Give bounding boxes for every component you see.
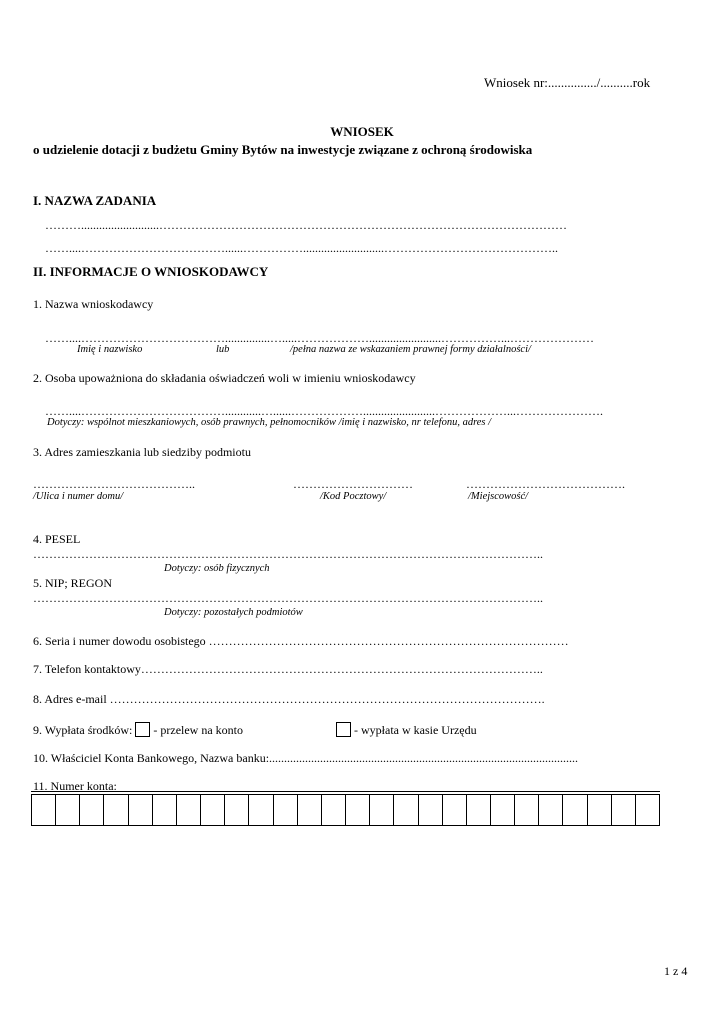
account-digit-box[interactable] bbox=[588, 795, 612, 825]
pesel-hint: Dotyczy: osób fizycznych bbox=[164, 563, 270, 574]
account-digit-box[interactable] bbox=[274, 795, 298, 825]
cash-option-label: - wypłata w kasie Urzędu bbox=[354, 723, 477, 737]
address-label: 3. Adres zamieszkania lub siedziby podmiotu bbox=[33, 445, 251, 459]
payment-method-label: 9. Wypłata środków: bbox=[33, 723, 133, 737]
page-number: 1 z 4 bbox=[664, 964, 688, 978]
account-digit-box[interactable] bbox=[153, 795, 177, 825]
pesel-label: 4. PESEL bbox=[33, 532, 81, 546]
transfer-option-label: - przelew na konto bbox=[153, 723, 244, 737]
document-title: WNIOSEK bbox=[330, 124, 394, 139]
hint-street: /Ulica i numer domu/ bbox=[33, 491, 124, 502]
bank-owner-field[interactable]: 10. Właściciel Konta Bankowego, Nazwa banku:....................................................................................................... bbox=[33, 751, 579, 765]
task-name-line-1[interactable]: ………..........................………………………………………………………………………………………… bbox=[45, 218, 567, 232]
account-number-label: 11. Numer konta: bbox=[33, 779, 117, 793]
account-digit-box[interactable] bbox=[80, 795, 104, 825]
id-card-field[interactable]: 6. Seria i numer dowodu osobistego ……………………………………………………………………………… bbox=[33, 634, 569, 648]
city-line[interactable]: …………………………………. bbox=[466, 477, 625, 491]
account-digit-box[interactable] bbox=[612, 795, 636, 825]
account-digit-box[interactable] bbox=[177, 795, 201, 825]
account-digit-box[interactable] bbox=[322, 795, 346, 825]
street-line[interactable]: ………………………………….. bbox=[33, 477, 195, 491]
account-digit-box[interactable] bbox=[249, 795, 273, 825]
hint-city: /Miejscowość/ bbox=[468, 491, 529, 502]
application-number: Wniosek nr:.............../..........rok bbox=[484, 75, 651, 90]
account-digit-box[interactable] bbox=[201, 795, 225, 825]
authorized-person-hint: Dotyczy: wspólnot mieszkaniowych, osób prawnych, pełnomocników /imię i nazwisko, nr telefonu, adres / bbox=[47, 417, 492, 428]
account-digit-box[interactable] bbox=[515, 795, 539, 825]
account-digit-box[interactable] bbox=[56, 795, 80, 825]
nip-regon-hint: Dotyczy: pozostałych podmiotów bbox=[164, 607, 303, 618]
cash-checkbox[interactable] bbox=[336, 722, 351, 737]
account-digit-box[interactable] bbox=[32, 795, 56, 825]
hint-legal-name: /pełna nazwa ze wskazaniem prawnej formy działalności/ bbox=[290, 344, 531, 355]
account-digit-box[interactable] bbox=[539, 795, 563, 825]
hint-full-name: Imię i nazwisko bbox=[77, 344, 143, 355]
account-digit-box[interactable] bbox=[563, 795, 587, 825]
account-digit-box[interactable] bbox=[104, 795, 128, 825]
authorized-person-label: 2. Osoba upoważniona do składania oświadczeń woli w imieniu wnioskodawcy bbox=[33, 371, 416, 385]
account-digit-box[interactable] bbox=[443, 795, 467, 825]
email-field[interactable]: 8. Adres e-mail ………………………………………………………………………………………………. bbox=[33, 692, 545, 706]
account-digit-box[interactable] bbox=[225, 795, 249, 825]
section2-heading: II. INFORMACJE O WNIOSKODAWCY bbox=[33, 264, 269, 279]
section1-heading: I. NAZWA ZADANIA bbox=[33, 193, 157, 208]
phone-field[interactable]: 7. Telefon kontaktowy……………………………………………………………………………………….. bbox=[33, 662, 543, 676]
document-subtitle: o udzielenie dotacji z budżetu Gminy Bytów na inwestycje związane z ochroną środowiska bbox=[33, 142, 533, 157]
transfer-checkbox[interactable] bbox=[135, 722, 150, 737]
account-digit-box[interactable] bbox=[298, 795, 322, 825]
hint-or: lub bbox=[216, 344, 230, 355]
postal-code-line[interactable]: ………………………… bbox=[293, 477, 413, 491]
nip-regon-line[interactable]: ……………………………………………………………………………………………………………….. bbox=[33, 591, 543, 605]
applicant-name-label: 1. Nazwa wnioskodawcy bbox=[33, 297, 154, 311]
account-digit-box[interactable] bbox=[370, 795, 394, 825]
payment-method-row bbox=[33, 722, 243, 738]
account-digit-box[interactable] bbox=[394, 795, 418, 825]
account-digit-box[interactable] bbox=[636, 795, 659, 825]
account-digit-box[interactable] bbox=[419, 795, 443, 825]
account-digit-box[interactable] bbox=[129, 795, 153, 825]
account-digit-box[interactable] bbox=[346, 795, 370, 825]
nip-regon-label: 5. NIP; REGON bbox=[33, 576, 113, 590]
cash-option-row bbox=[333, 722, 477, 738]
task-name-line-2[interactable]: ……....………………………………......……………...........................…………………………………….. bbox=[45, 241, 558, 255]
authorized-person-line[interactable]: ……....………………………………............…......………………........................………………...…………………. bbox=[45, 404, 603, 418]
pesel-line[interactable]: ……………………………………………………………………………………………………………….. bbox=[33, 547, 543, 561]
account-number-boxes[interactable] bbox=[31, 794, 660, 826]
hint-postal-code: /Kod Pocztowy/ bbox=[320, 491, 387, 502]
account-top-rule bbox=[31, 791, 660, 792]
applicant-name-line[interactable]: ……....………………………………...............….....………………........................……………...………………… bbox=[45, 331, 594, 345]
account-digit-box[interactable] bbox=[467, 795, 491, 825]
account-digit-box[interactable] bbox=[491, 795, 515, 825]
